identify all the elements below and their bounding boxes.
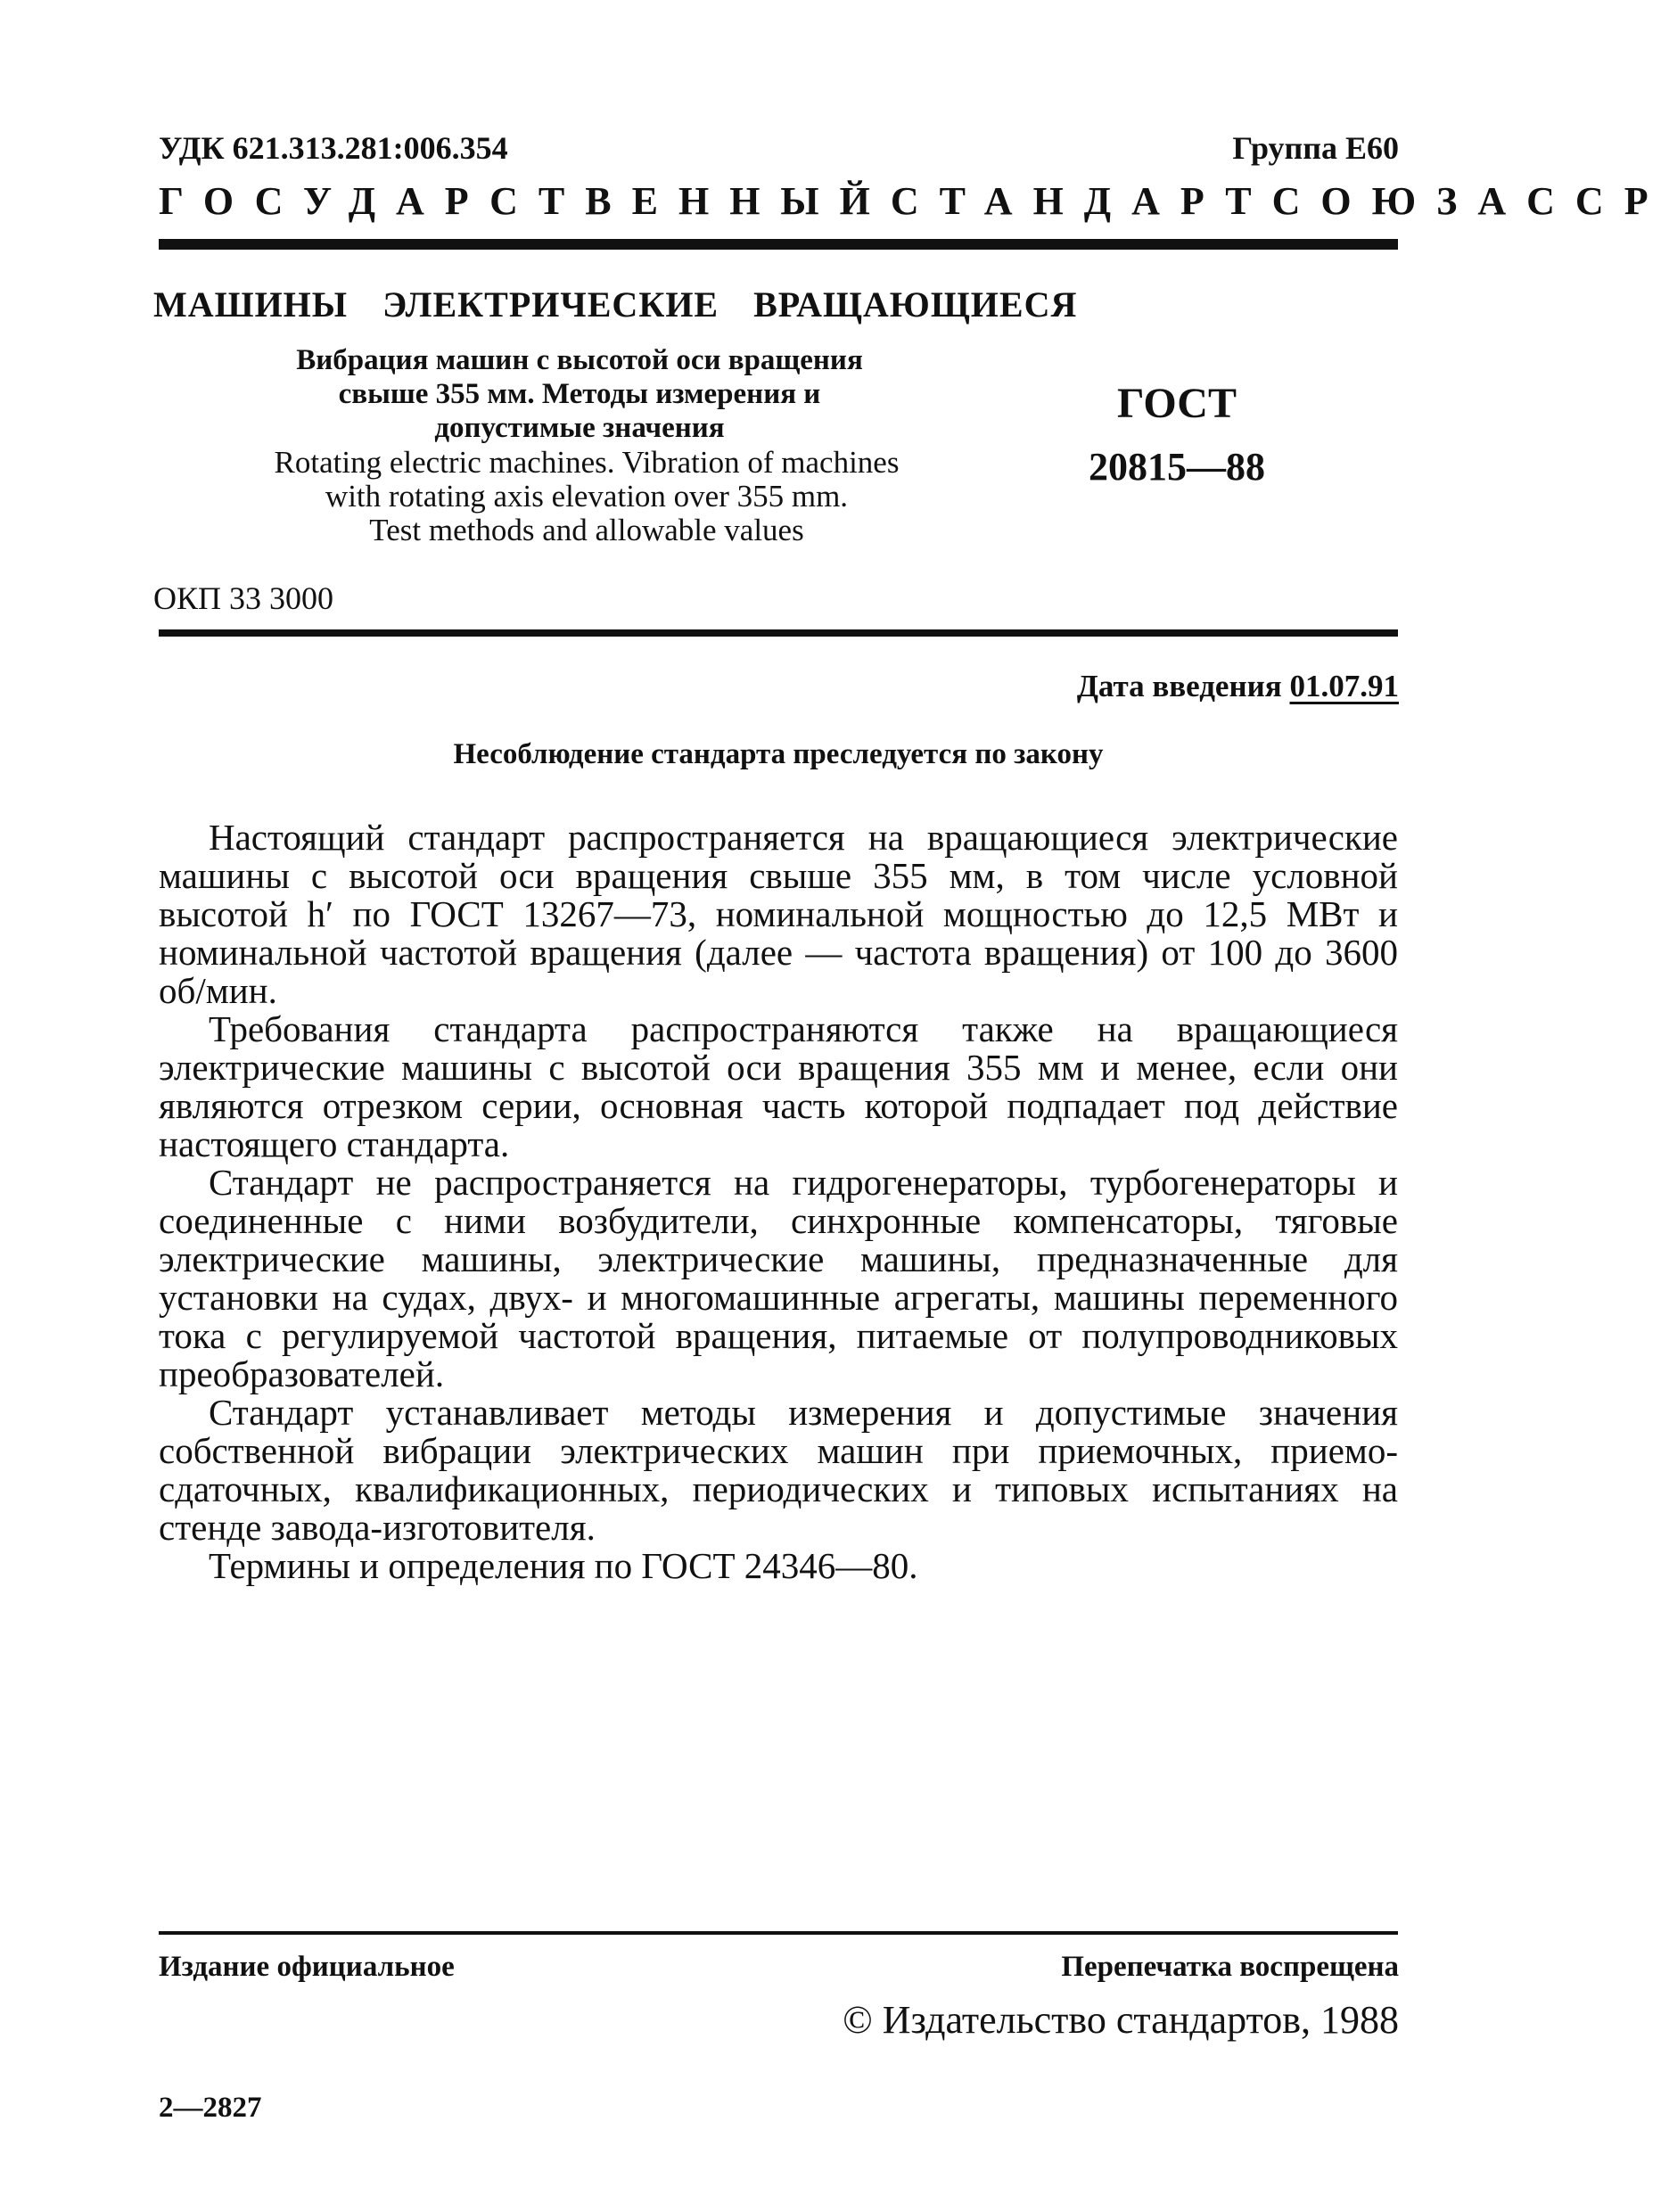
subtitle-ru-line-3: допустимые значения	[434, 412, 725, 444]
legal-warning: Несоблюдение стандарта преследуется по закону	[453, 738, 1104, 770]
copyright-line: © Издательство стандартов, 1988	[843, 1998, 1399, 2042]
intro-date	[1077, 669, 1399, 704]
heading-word-1: ГОСУДАРСТВЕННЫЙ	[159, 179, 891, 223]
paragraph-3: Стандарт не распространяется на гидрогенераторы, турбогенераторы и соединенные с ними возбудители, синхронные компенсаторы, тяговые электрические машины, электрические машины, предназначенные для установки на судах, двух- и многомашинные агрегаты, машины переменного тока с регулируемой частотой вращения, питаемые от полупроводниковых преобразователей.	[159, 1162, 1398, 1394]
subtitle-en-line-1: Rotating electric machines. Vibration of machines	[274, 445, 900, 480]
body-text	[159, 818, 1398, 1585]
group-code: Группа Е60	[1232, 130, 1399, 166]
subtitle-ru-line-2: свыше 355 мм. Методы измерения и	[338, 378, 821, 410]
subtitle-en-line-3: Test methods and allowable values	[369, 513, 804, 547]
paragraph-4: Стандарт устанавливает методы измерения и допустимые значения собственной вибрации электрических машин при приемочных, приемо-сдаточных, квалификационных, периодических и типовых испытаниях на стенде завода-изготовителя.	[159, 1392, 1398, 1548]
official-edition: Издание официальное	[159, 1951, 455, 1983]
intro-date-label: Дата введения	[1076, 669, 1282, 703]
print-number: 2—2827	[159, 2092, 262, 2124]
footer-rule	[159, 1931, 1398, 1935]
gost-label: ГОСТ	[1117, 380, 1237, 427]
top-rule	[159, 239, 1398, 250]
subtitle-ru-line-1: Вибрация машин с высотой оси вращения	[296, 344, 863, 376]
heading-word-4: ССР	[1526, 179, 1669, 223]
heading-word-2: СТАНДАРТ	[890, 179, 1272, 223]
paragraph-2: Требования стандарта распространяются также на вращающиеся электрические машины с высотой оси вращения 355 мм и менее, если они являются отрезком серии, основная часть которой подпадает под действие настоящего стандарта.	[159, 1008, 1398, 1164]
reprint-prohibited: Перепечатка воспрещена	[1061, 1951, 1399, 1983]
paragraph-1: Настоящий стандарт распространяется на вращающиеся электрические машины с высотой оси вращения свыше 355 мм, в том числе условной высотой h′ по ГОСТ 13267—73, номинальной мощностью до 12,5 МВт и номинальной частотой вращения (далее — частота вращения) от 100 до 3600 об/мин.	[159, 817, 1398, 1011]
okp-rule	[159, 629, 1398, 637]
heading-word-3: СОЮЗА	[1271, 179, 1527, 223]
state-standard-heading	[159, 178, 1669, 224]
subtitle-russian	[205, 343, 954, 445]
subtitle-en-line-2: with rotating axis elevation over 355 mm.	[325, 479, 849, 514]
main-title: МАШИНЫ ЭЛЕКТРИЧЕСКИЕ ВРАЩАЮЩИЕСЯ	[153, 284, 1078, 325]
udk-code: УДК 621.313.281:006.354	[159, 130, 508, 166]
paragraph-5: Термины и определения по ГОСТ 24346—80.	[209, 1545, 918, 1586]
subtitle-english	[194, 446, 979, 547]
okp-code: ОКП 33 3000	[153, 580, 334, 616]
intro-date-value: 01.07.91	[1289, 669, 1399, 703]
gost-number: 20815—88	[1089, 445, 1265, 489]
